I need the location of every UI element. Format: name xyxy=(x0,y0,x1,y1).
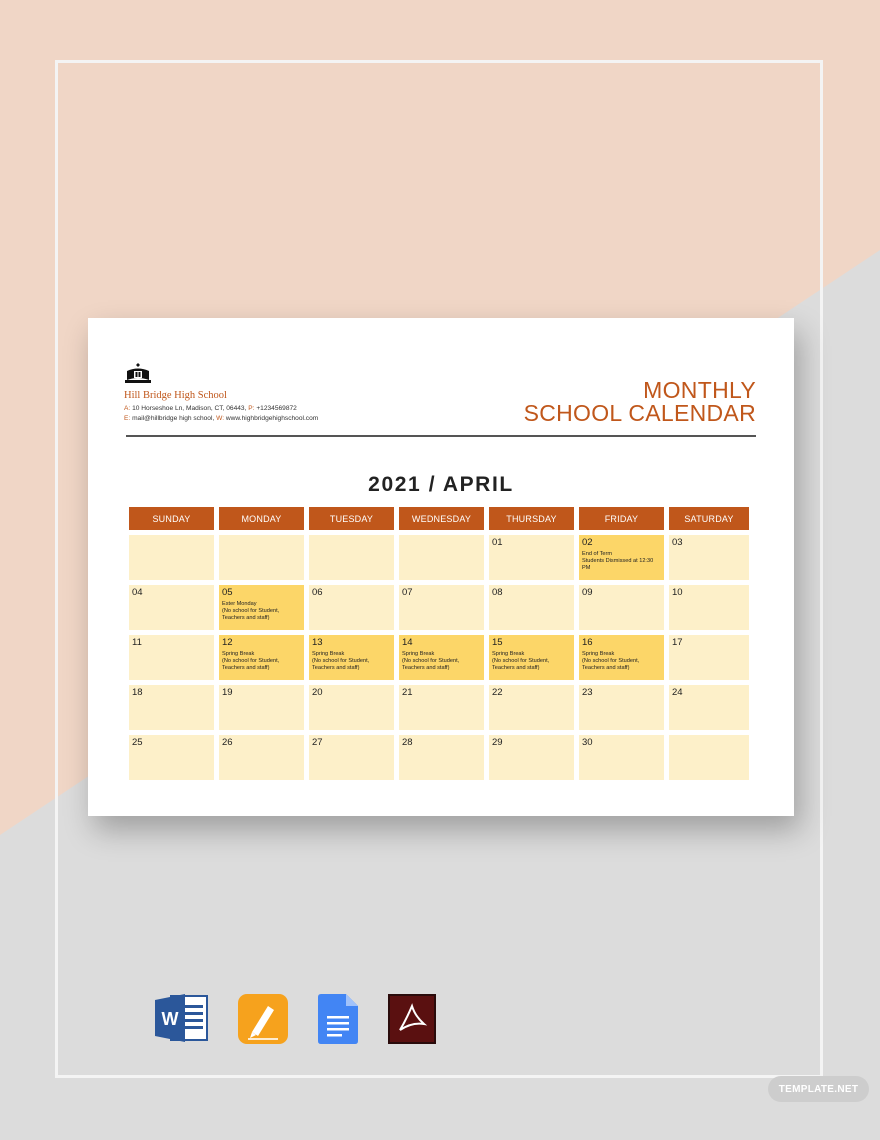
day-number: 14 xyxy=(402,637,413,648)
calendar-page xyxy=(88,318,794,816)
day-event-note: End of Term Students Dismissed at 12:30 PM xyxy=(582,551,654,571)
empty-day-cell[interactable] xyxy=(309,535,394,580)
day-cell-20[interactable] xyxy=(309,685,394,730)
day-cell-27[interactable] xyxy=(309,735,394,780)
day-number: 11 xyxy=(132,637,142,648)
school-name: Hill Bridge High School xyxy=(124,390,227,401)
day-cell-21[interactable] xyxy=(399,685,484,730)
day-number: 09 xyxy=(582,587,593,598)
day-cell-02[interactable] xyxy=(579,535,664,580)
acrobat-pdf-icon[interactable] xyxy=(388,994,436,1049)
day-event-note: Ester Monday (No school for Student, Teachers and staff) xyxy=(222,601,280,621)
weekday-header-friday: FRIDAY xyxy=(579,507,664,530)
header-divider xyxy=(126,435,756,437)
day-cell-08[interactable] xyxy=(489,585,574,630)
svg-text:W: W xyxy=(161,1009,179,1029)
day-number: 27 xyxy=(312,737,323,748)
weekday-header-saturday: SATURDAY xyxy=(669,507,749,530)
day-number: 10 xyxy=(672,587,683,598)
day-event-note: Spring Break (No school for Student, Teachers and staff) xyxy=(312,651,370,671)
day-cell-19[interactable] xyxy=(219,685,304,730)
address-value: 10 Horseshoe Ln, Madison, CT, 06443, xyxy=(130,405,249,412)
web-value: www.highbridgehighschool.com xyxy=(224,415,319,422)
day-cell-09[interactable] xyxy=(579,585,664,630)
day-number: 08 xyxy=(492,587,503,598)
weekday-header-wednesday: WEDNESDAY xyxy=(399,507,484,530)
day-event-note: Spring Break (No school for Student, Teachers and staff) xyxy=(402,651,460,671)
day-cell-28[interactable] xyxy=(399,735,484,780)
calendar-grid xyxy=(129,507,754,780)
day-number: 04 xyxy=(132,587,143,598)
day-cell-12[interactable] xyxy=(219,635,304,680)
day-number: 25 xyxy=(132,737,143,748)
day-number: 15 xyxy=(492,637,503,648)
empty-day-cell[interactable] xyxy=(399,535,484,580)
day-cell-26[interactable] xyxy=(219,735,304,780)
pages-icon[interactable] xyxy=(238,994,288,1049)
day-event-note: Spring Break (No school for Student, Teachers and staff) xyxy=(492,651,550,671)
day-number: 01 xyxy=(492,537,503,548)
web-label: W: xyxy=(216,415,225,422)
watermark: TEMPLATE.NET xyxy=(768,1076,869,1102)
day-number: 06 xyxy=(312,587,323,598)
day-cell-10[interactable] xyxy=(669,585,749,630)
word-icon[interactable] xyxy=(155,994,209,1047)
day-number: 19 xyxy=(222,687,233,698)
day-number: 12 xyxy=(222,637,233,648)
day-event-note: Spring Break (No school for Student, Teachers and staff) xyxy=(222,651,280,671)
phone-value: +1234569872 xyxy=(254,405,297,412)
day-number: 20 xyxy=(312,687,323,698)
day-number: 29 xyxy=(492,737,503,748)
weekday-header-tuesday: TUESDAY xyxy=(309,507,394,530)
school-contact-line xyxy=(124,415,318,422)
day-cell-13[interactable] xyxy=(309,635,394,680)
week-row xyxy=(129,735,754,780)
day-number: 22 xyxy=(492,687,503,698)
day-number: 23 xyxy=(582,687,593,698)
weekday-header-thursday: THURSDAY xyxy=(489,507,574,530)
title-line-1: MONTHLY xyxy=(643,377,756,403)
day-number: 26 xyxy=(222,737,233,748)
calendar-weeks xyxy=(129,535,754,780)
day-cell-06[interactable] xyxy=(309,585,394,630)
email-value: mail@hillbridge high school, xyxy=(130,415,217,422)
day-number: 17 xyxy=(672,637,683,648)
empty-day-cell[interactable] xyxy=(669,735,749,780)
day-cell-15[interactable] xyxy=(489,635,574,680)
day-cell-18[interactable] xyxy=(129,685,214,730)
day-cell-24[interactable] xyxy=(669,685,749,730)
day-number: 30 xyxy=(582,737,593,748)
day-cell-11[interactable] xyxy=(129,635,214,680)
day-cell-14[interactable] xyxy=(399,635,484,680)
phone-label: P: xyxy=(248,405,255,412)
day-cell-29[interactable] xyxy=(489,735,574,780)
day-cell-22[interactable] xyxy=(489,685,574,730)
title-line-2: SCHOOL CALENDAR xyxy=(523,400,756,426)
school-address-line xyxy=(124,405,297,412)
day-cell-25[interactable] xyxy=(129,735,214,780)
weekday-header-monday: MONDAY xyxy=(219,507,304,530)
weekday-header-row xyxy=(129,507,754,530)
day-number: 02 xyxy=(582,537,593,548)
day-event-note: Spring Break (No school for Student, Teachers and staff) xyxy=(582,651,640,671)
week-row xyxy=(129,635,754,680)
day-cell-23[interactable] xyxy=(579,685,664,730)
email-label: E: xyxy=(124,415,131,422)
address-label: A: xyxy=(124,405,131,412)
day-cell-01[interactable] xyxy=(489,535,574,580)
day-cell-17[interactable] xyxy=(669,635,749,680)
empty-day-cell[interactable] xyxy=(129,535,214,580)
day-cell-16[interactable] xyxy=(579,635,664,680)
day-cell-04[interactable] xyxy=(129,585,214,630)
week-row xyxy=(129,585,754,630)
calendar-title xyxy=(524,379,756,425)
week-row xyxy=(129,535,754,580)
day-number: 16 xyxy=(582,637,593,648)
day-number: 18 xyxy=(132,687,143,698)
day-cell-05[interactable] xyxy=(219,585,304,630)
day-cell-07[interactable] xyxy=(399,585,484,630)
day-cell-30[interactable] xyxy=(579,735,664,780)
day-number: 05 xyxy=(222,587,233,598)
empty-day-cell[interactable] xyxy=(219,535,304,580)
day-number: 13 xyxy=(312,637,323,648)
day-number: 28 xyxy=(402,737,413,748)
weekday-header-sunday: SUNDAY xyxy=(129,507,214,530)
day-cell-03[interactable] xyxy=(669,535,749,580)
day-number: 03 xyxy=(672,537,683,548)
month-heading: 2021 / APRIL xyxy=(368,473,514,496)
google-docs-icon[interactable] xyxy=(318,994,358,1049)
school-logo-icon xyxy=(124,362,152,384)
day-number: 07 xyxy=(402,587,413,598)
day-number: 24 xyxy=(672,687,683,698)
day-number: 21 xyxy=(402,687,413,698)
week-row xyxy=(129,685,754,730)
